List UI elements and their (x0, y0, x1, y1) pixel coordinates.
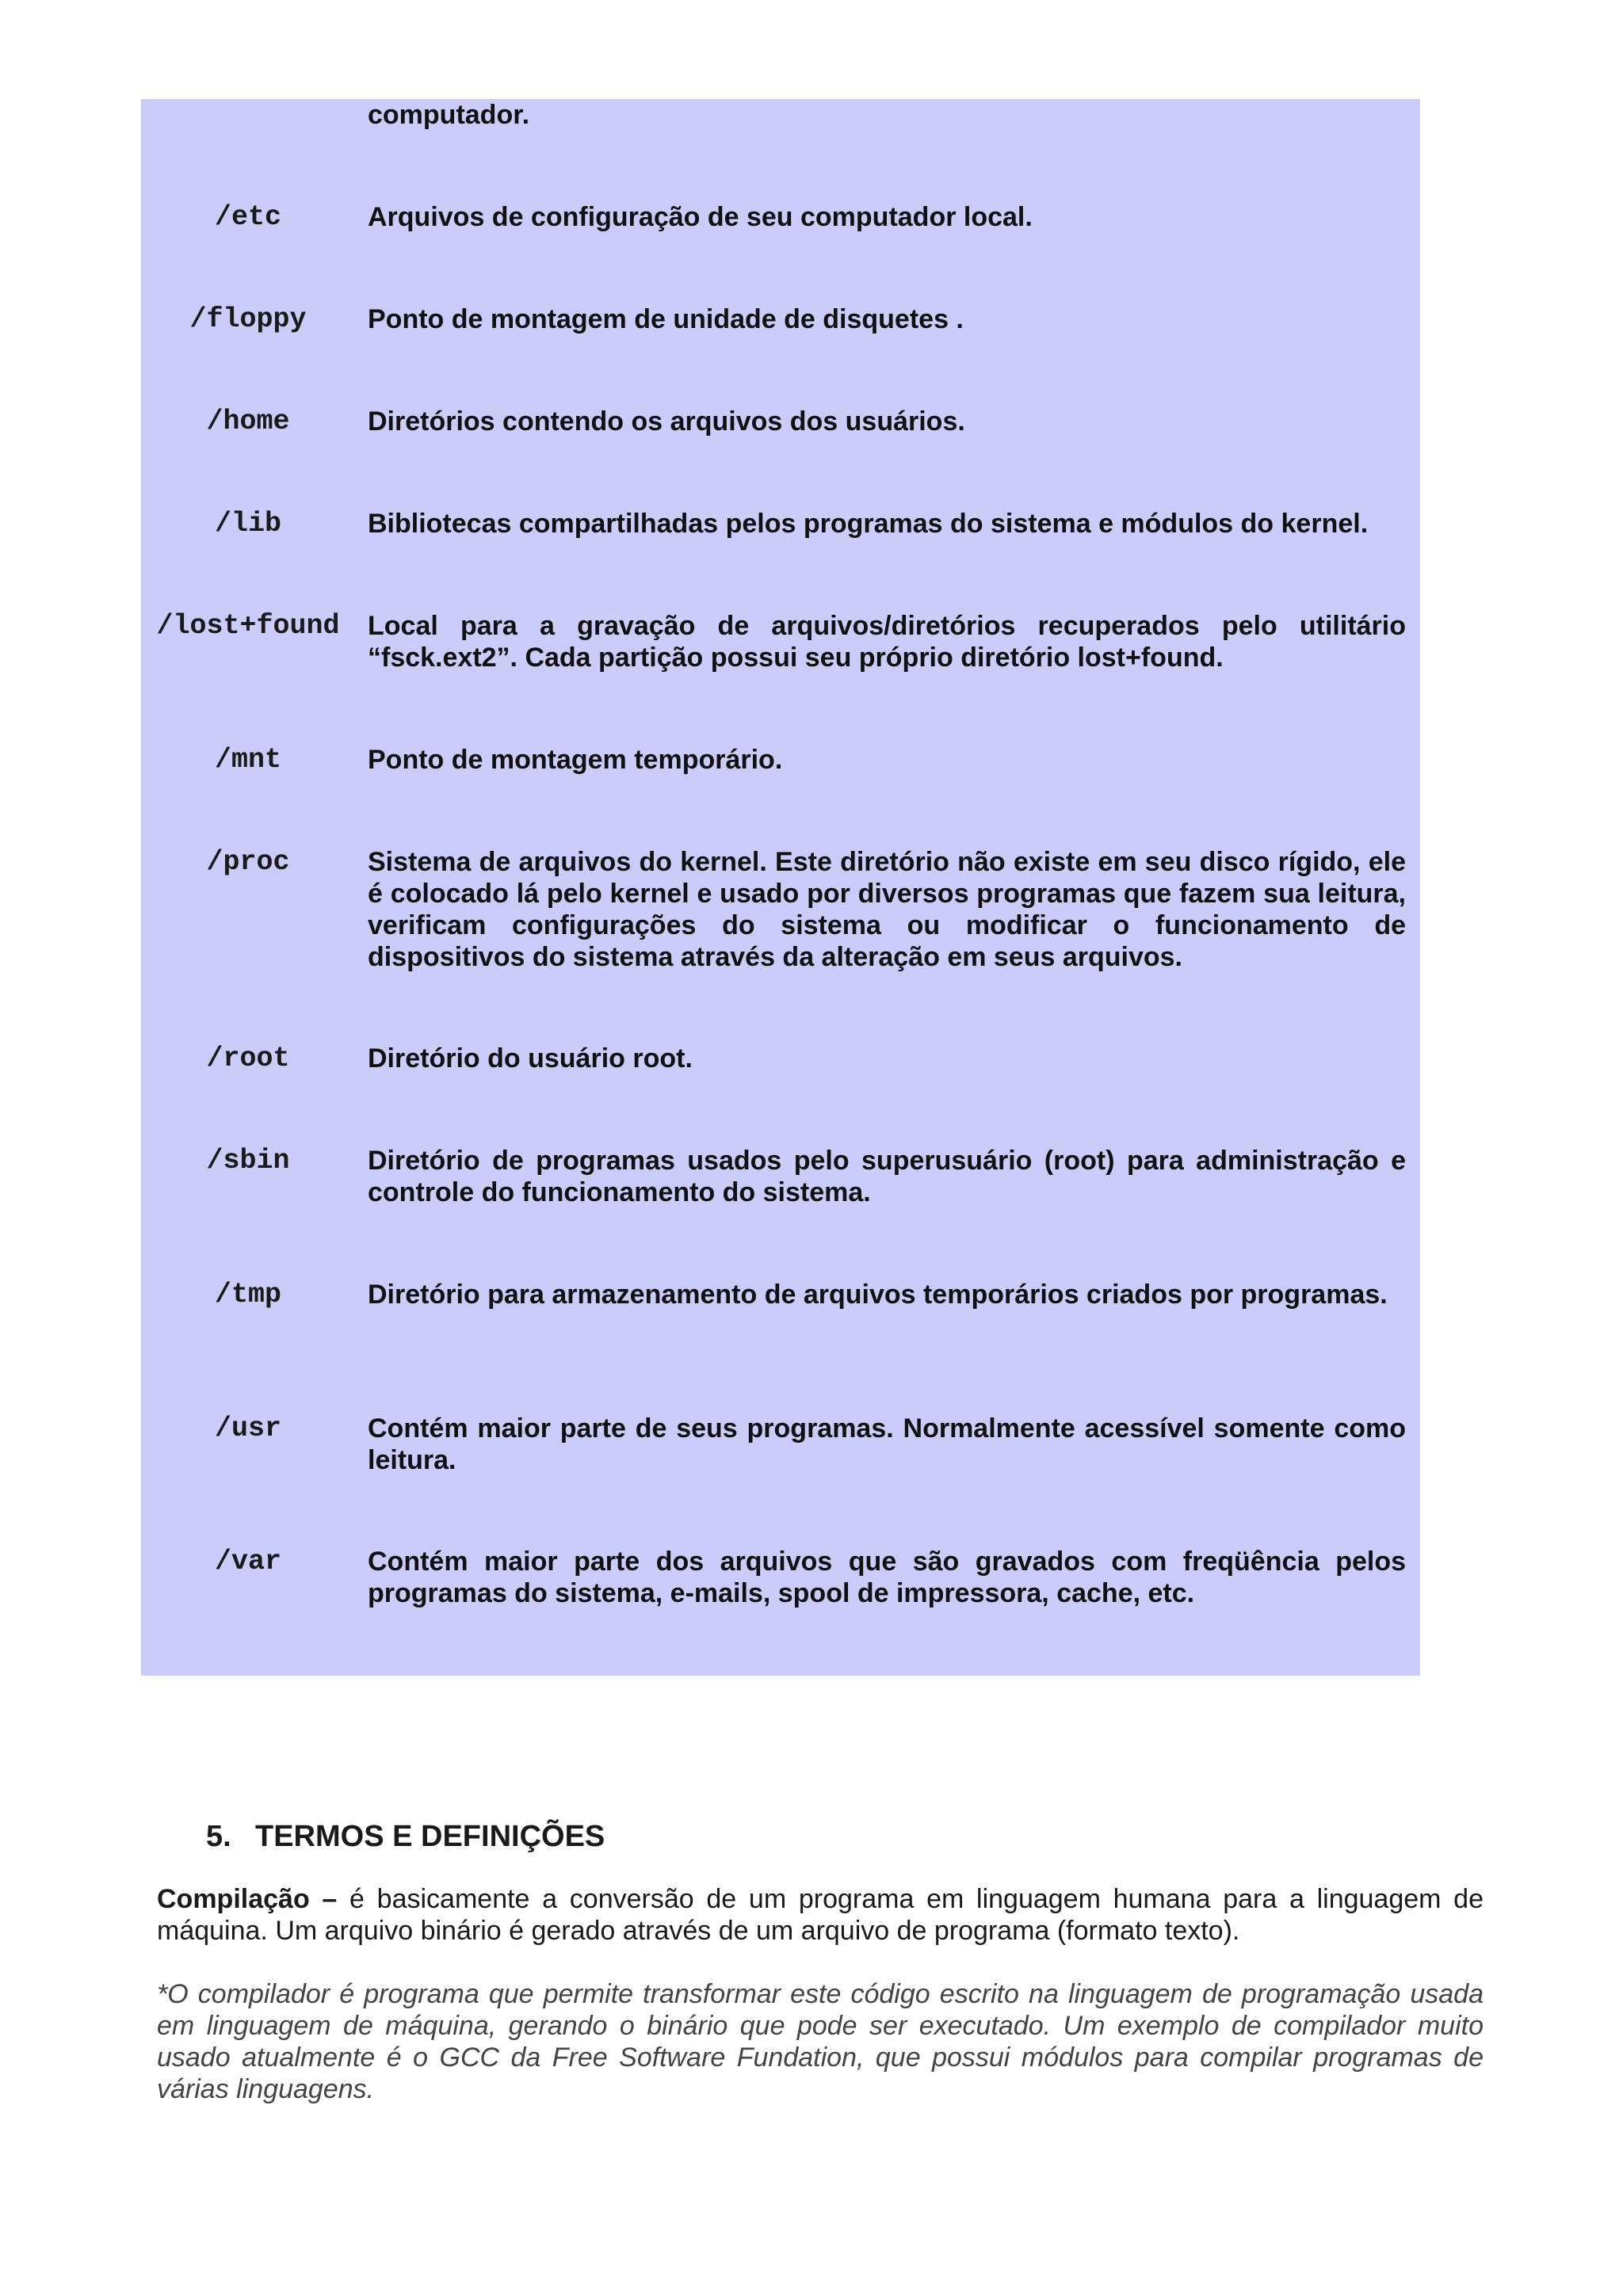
definition-text: é basicamente a conversão de um programa em linguagem humana para a linguagem de máquina. Um arquivo binário é gerado através de um arquivo de programa (formato texto). (157, 1884, 1484, 1946)
row-description: Arquivos de configuração de seu computador local. (368, 202, 1033, 232)
row-path: /mnt (214, 744, 281, 776)
row-description: Contém maior parte dos arquivos que são gravados com freqüência pelos programas do sistema, e-mails, spool de impressora, cache, etc. (368, 1547, 1406, 1608)
row-description: Diretório do usuário root. (368, 1043, 693, 1074)
row-path: /tmp (214, 1279, 281, 1310)
section-heading (206, 1819, 605, 1854)
row-description: Diretório de programas usados pelo superusuário (root) para administração e controle do funcionamento do sistema. (368, 1146, 1406, 1207)
row-description: Diretório para armazenamento de arquivos temporários criados por programas. (368, 1280, 1388, 1310)
row-description: Diretórios contendo os arquivos dos usuários. (368, 406, 965, 437)
section-number: 5. (206, 1820, 231, 1853)
row-description: Ponto de montagem temporário. (368, 745, 783, 775)
compiler-note: *O compilador é programa que permite transformar este código escrito na linguagem de programação usada em linguagem de máquina, gerando o binário que pode ser executado. Um exemplo de compilador muito usado atualmente é o GCC da Free Software Fundation, que possui módulos para compilar programas de várias linguagens. (157, 1979, 1484, 2104)
row-path: /usr (214, 1413, 281, 1444)
directory-table (141, 99, 1420, 1676)
row-description: Bibliotecas compartilhadas pelos programas do sistema e módulos do kernel. (368, 509, 1369, 539)
row-path: /sbin (206, 1145, 290, 1177)
row-path: /var (214, 1546, 281, 1577)
row-path: /etc (214, 201, 281, 233)
row-description: Sistema de arquivos do kernel. Este diretório não existe em seu disco rígido, ele é colocado lá pelo kernel e usado por diversos programas que fazem sua leitura, verificam configurações do sistema ou modificar o funcionamento de dispositivos do sistema através da alteração em seus arquivos. (368, 847, 1406, 972)
section-title: TERMOS E DEFINIÇÕES (255, 1820, 605, 1853)
row-path: /lib (214, 508, 281, 540)
row-path: /root (206, 1043, 290, 1074)
row-path: /lost+found (156, 610, 340, 642)
row-description: computador. (368, 100, 530, 130)
row-path: /floppy (189, 303, 307, 335)
definition-paragraph (157, 1883, 1484, 1947)
row-description: Local para a gravação de arquivos/diretórios recuperados pelo utilitário “fsck.ext2”. Cada partição possui seu próprio diretório lost+found. (368, 611, 1406, 673)
row-description: Contém maior parte de seus programas. Normalmente acessível somente como leitura. (368, 1413, 1406, 1475)
row-description: Ponto de montagem de unidade de disquetes . (368, 304, 964, 334)
row-path: /home (206, 406, 290, 437)
row-path: /proc (206, 846, 290, 878)
definition-term: Compilação – (157, 1884, 338, 1914)
